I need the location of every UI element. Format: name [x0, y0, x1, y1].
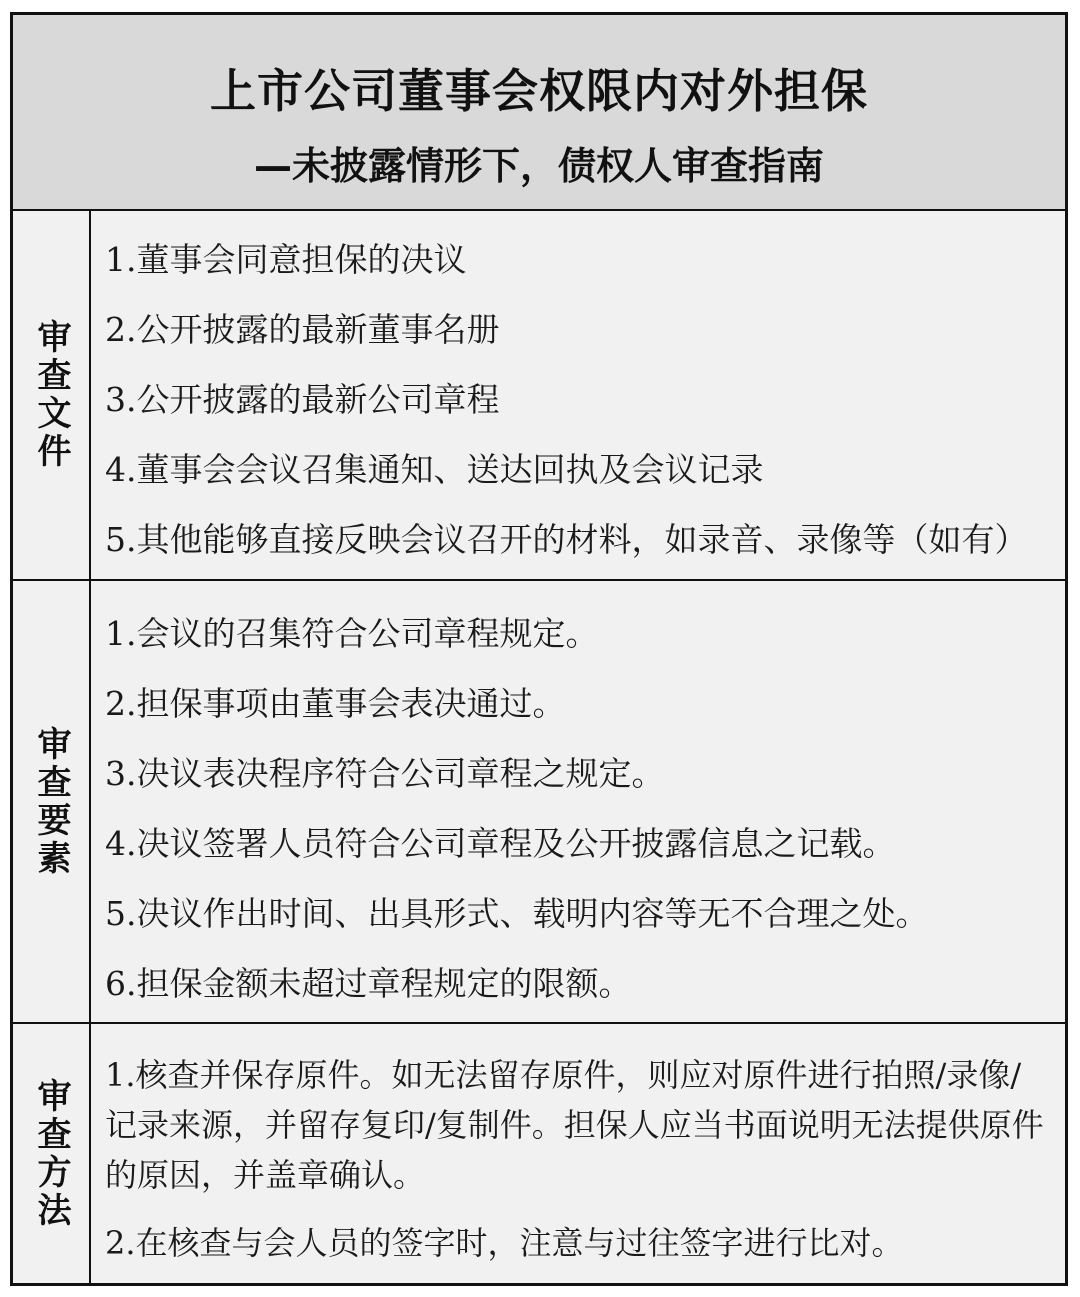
list-item: 6.担保金额未超过章程规定的限额。 — [105, 964, 632, 1003]
list-item: 2.在核查与会人员的签字时，注意与过往签字进行比对。 — [105, 1224, 904, 1262]
section-label: 审查文件 — [31, 319, 71, 471]
list-item: 2.公开披露的最新董事名册 — [105, 310, 500, 349]
section-label-cell — [13, 1024, 91, 1283]
list-item: 1.核查并保存原件。如无法留存原件，则应对原件进行拍照/录像/记录来源，并留存复印/复制件。担保人应当书面说明无法提供原件的原因，并盖章确认。 — [105, 1056, 1044, 1194]
list-item: 2.担保事项由董事会表决通过。 — [105, 684, 566, 723]
section-review-documents — [13, 211, 1065, 581]
page-title: 上市公司董事会权限内对外担保 — [210, 64, 868, 118]
list-item: 3.决议表决程序符合公司章程之规定。 — [105, 754, 665, 793]
list-item: 5.其他能够直接反映会议召开的材料，如录音、录像等（如有） — [105, 520, 1028, 559]
list-item: 3.公开披露的最新公司章程 — [105, 380, 500, 419]
page-subtitle: —未披露情形下，债权人审查指南 — [253, 144, 824, 188]
item-list — [105, 609, 1053, 1029]
guide-table — [10, 12, 1068, 1286]
item-list — [105, 1050, 1053, 1286]
item-list — [105, 235, 1053, 585]
section-label: 审查方法 — [31, 1077, 71, 1230]
list-item: 1.会议的召集符合公司章程规定。 — [105, 614, 599, 653]
table-header — [13, 15, 1065, 211]
list-item: 4.决议签署人员符合公司章程及公开披露信息之记载。 — [105, 824, 896, 863]
section-review-methods — [13, 1024, 1065, 1283]
list-item: 1.董事会同意担保的决议 — [105, 240, 467, 279]
list-item: 5.决议作出时间、出具形式、载明内容等无不合理之处。 — [105, 894, 929, 933]
section-label-cell — [13, 211, 91, 579]
list-item: 4.董事会会议召集通知、送达回执及会议记录 — [105, 450, 764, 489]
section-label-cell — [13, 581, 91, 1022]
section-label: 审查要素 — [31, 725, 71, 878]
section-review-elements — [13, 581, 1065, 1024]
